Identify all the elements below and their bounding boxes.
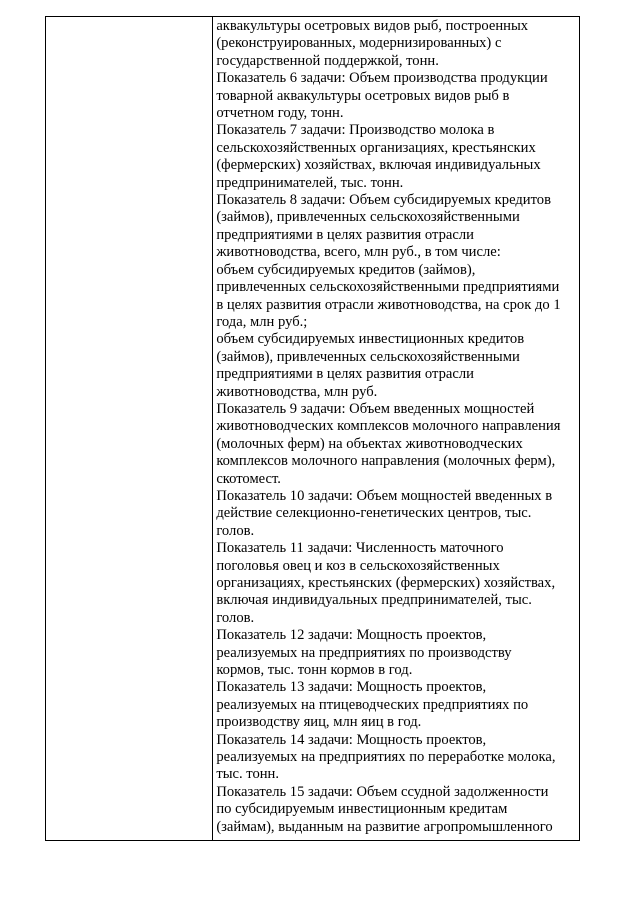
text-line: голов. <box>216 522 255 539</box>
text-line: действие селекционно-генетических центров, тыс. <box>216 505 532 522</box>
left-cell-text <box>46 17 212 18</box>
text-line: предприятиями в целях развития отрасли <box>216 226 474 243</box>
text-line: (займам), выданным на развитие агропромышленного <box>216 818 553 835</box>
text-line: тыс. тонн. <box>216 766 280 783</box>
text-line: поголовья овец и коз в сельскохозяйственных <box>216 557 500 574</box>
text-line: животноводства, всего, млн руб., в том числе: <box>216 244 501 261</box>
text-line: по субсидируемым инвестиционным кредитам <box>216 801 508 818</box>
text-line: Показатель 13 задачи: Мощность проектов, <box>216 679 487 696</box>
text-line: (реконструированных, модернизированных) с <box>216 35 502 52</box>
text-line: Показатель 9 задачи: Объем введенных мощностей <box>216 400 535 417</box>
text-line: организациях, крестьянских (фермерских) хозяйствах, <box>216 575 556 591</box>
text-line: производству яиц, млн яиц в год. <box>216 714 422 731</box>
text-line: включая индивидуальных предпринимателей, тыс. <box>216 592 532 609</box>
text-line: предпринимателей, тыс. тонн. <box>216 174 404 191</box>
text-line: товарной аквакультуры осетровых видов рыб в <box>216 87 510 104</box>
text-line: (фермерских) хозяйствах, включая индивидуальных <box>216 157 541 174</box>
text-line: государственной поддержкой, тонн. <box>216 52 439 69</box>
text-line: кормов, тыс. тонн кормов в год. <box>216 662 413 679</box>
text-line: объем субсидируемых инвестиционных кредитов <box>216 331 525 348</box>
text-line: (молочных ферм) на объектах животноводческих <box>216 435 523 452</box>
text-line: (займов), привлеченных сельскохозяйственными <box>216 209 520 226</box>
text-line: скотомест. <box>216 470 281 487</box>
text-line: Показатель 6 задачи: Объем производства продукции <box>216 70 548 87</box>
text-line: Показатель 15 задачи: Объем ссудной задолженности <box>216 783 549 800</box>
text-line: животноводческих комплексов молочного направления <box>216 418 561 435</box>
table-row <box>46 17 580 841</box>
indicators-table <box>45 16 580 841</box>
text-line: реализуемых на предприятиях по переработке молока, <box>216 749 556 766</box>
text-line: аквакультуры осетровых видов рыб, построенных <box>216 18 529 34</box>
text-line: реализуемых на птицеводческих предприятиях по <box>216 696 529 713</box>
left-cell <box>46 17 213 841</box>
text-line: комплексов молочного направления (молочных ферм), <box>216 453 556 470</box>
text-line: предприятиями в целях развития отрасли <box>216 366 474 383</box>
text-line: Показатель 7 задачи: Производство молока в <box>216 122 495 139</box>
text-line: привлеченных сельскохозяйственными предприятиями <box>216 279 560 296</box>
text-line: реализуемых на предприятиях по производству <box>216 644 512 661</box>
text-line: (займов), привлеченных сельскохозяйственными <box>216 348 520 365</box>
text-line: объем субсидируемых кредитов (займов), <box>216 261 476 278</box>
text-line: голов. <box>216 609 255 626</box>
text-line: животноводства, млн руб. <box>216 383 378 400</box>
text-line: сельскохозяйственных организациях, крестьянских <box>216 139 536 156</box>
text-line: года, млн руб.; <box>216 313 308 330</box>
text-line: в целях развития отрасли животноводства, на срок до 1 <box>216 296 561 313</box>
right-cell <box>213 17 580 841</box>
text-line: Показатель 11 задачи: Численность маточного <box>216 540 504 557</box>
text-line: Показатель 12 задачи: Мощность проектов, <box>216 627 487 644</box>
text-line: Показатель 10 задачи: Объем мощностей введенных в <box>216 487 553 504</box>
indicators-text <box>213 17 579 836</box>
text-line: Показатель 14 задачи: Мощность проектов, <box>216 731 487 748</box>
text-line: Показатель 8 задачи: Объем субсидируемых кредитов <box>216 192 551 209</box>
text-line: отчетном году, тонн. <box>216 105 344 122</box>
